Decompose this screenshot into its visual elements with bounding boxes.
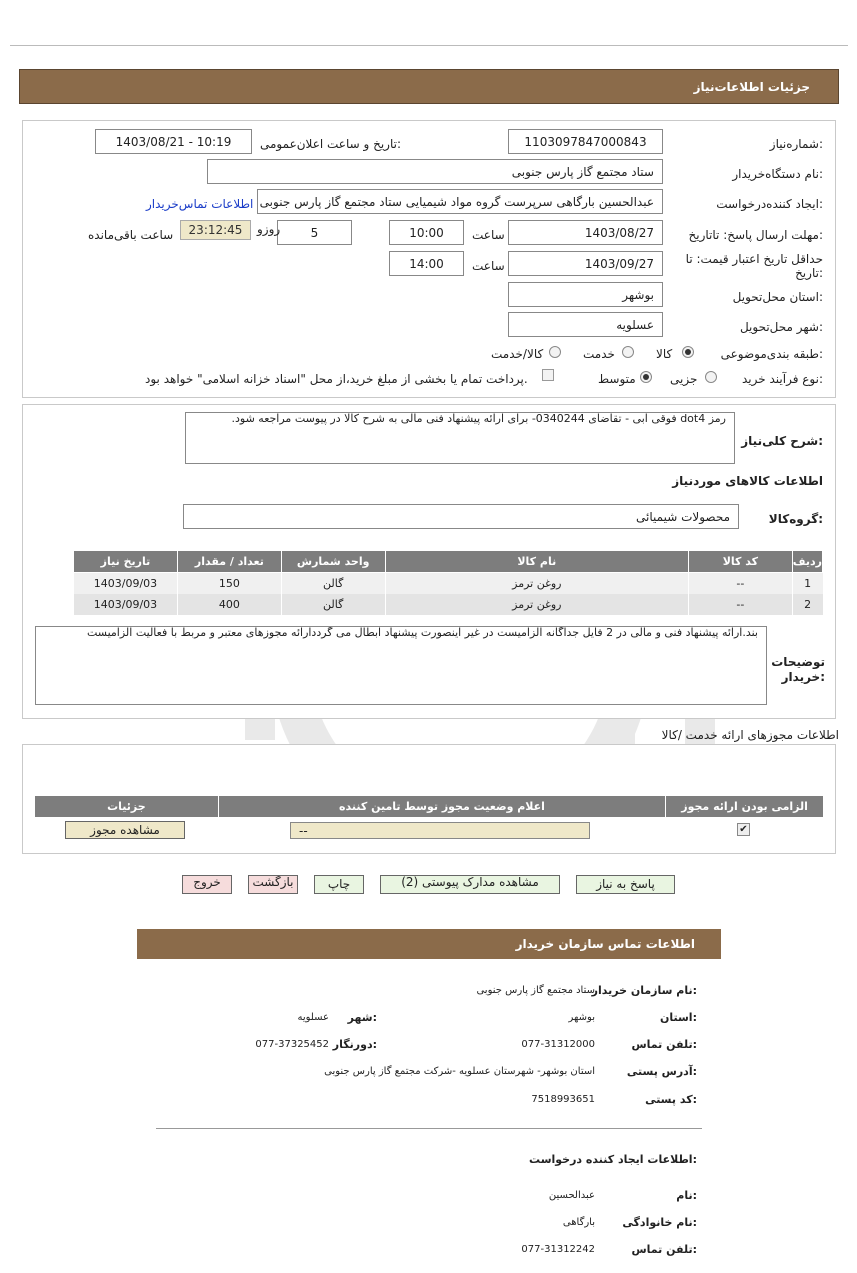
description-text: رمز dot4 فوقی ابی - تقاضای 0340244- برای ارائه پیشنهاد فنی مالی به شرح کالا در پیوست مراجعه شود.	[231, 412, 726, 425]
buyer-notes-field	[35, 626, 767, 705]
remaining-timer: 23:12:45	[180, 220, 251, 240]
permit-required-checkbox: ✔	[737, 823, 750, 836]
category-service-label: خدمت	[583, 347, 615, 361]
creator-family-label: نام خانوادگی:	[622, 1216, 697, 1229]
deadline-date-field: 1403/08/27	[508, 220, 663, 245]
attachments-button[interactable]: مشاهده مدارک پیوستی (2)	[380, 875, 560, 894]
contact-phone-value: 077-31312000	[521, 1039, 595, 1050]
process-medium-label: متوسط	[598, 372, 636, 386]
buyer-contact-link[interactable]: اطلاعات تماس‌خریدار	[146, 197, 254, 211]
contact-org-value: ستاد مجتمع گاز پارس جنوبی	[476, 985, 595, 996]
goods-section-title: اطلاعات کالاهای موردنیاز	[672, 474, 823, 488]
contact-header-bar	[137, 929, 721, 959]
view-permit-button[interactable]: مشاهده مجوز	[65, 821, 185, 839]
requester-label: ایجاد کننده‌درخواست:	[716, 197, 823, 211]
price-validity-time-field: 14:00	[389, 251, 464, 276]
col-permit-status: اعلام وضعیت مجوز توسط تامین کننده	[218, 796, 665, 818]
page-header-bar	[19, 69, 839, 104]
need-number-label: شماره‌نیاز:	[769, 137, 823, 151]
category-label: طبقه بندی‌موضوعی:	[720, 347, 823, 361]
price-validity-date-field: 1403/09/27	[508, 251, 663, 276]
category-goods-label: کالا	[656, 347, 673, 361]
creator-phone-value: 077-31312242	[521, 1244, 595, 1255]
announce-field: 1403/08/21 - 10:19	[95, 129, 252, 154]
deadline-label: مهلت ارسال پاسخ: تاتاریخ:	[688, 228, 823, 242]
col-name: نام کالا	[385, 551, 688, 573]
table-row	[74, 573, 823, 594]
goods-group-field: محصولات شیمیائی	[183, 504, 739, 529]
process-minor-label: جزیی	[670, 372, 698, 386]
treasury-payment-checkbox[interactable]	[542, 369, 554, 381]
process-minor-radio[interactable]	[705, 371, 717, 383]
need-number-field: 1103097847000843	[508, 129, 663, 154]
contact-postal-value: 7518993651	[531, 1094, 595, 1105]
cell-qty: 150	[177, 573, 281, 594]
cell-unit: گالن	[281, 573, 385, 594]
price-validity-label-2: تاریخ:	[795, 266, 823, 280]
deadline-time-field: 10:00	[389, 220, 464, 245]
cell-date: 1403/09/03	[74, 594, 178, 615]
buyer-notes-label-2: خریدار:	[781, 670, 825, 684]
days-field: 5	[277, 220, 352, 245]
city-label: شهر محل‌تحویل:	[739, 320, 823, 334]
page-title: جزئیات اطلاعات‌نیاز	[693, 80, 810, 94]
treasury-payment-note: پرداخت تمام یا بخشی از مبلغ خرید،از محل "اسناد خزانه اسلامی" خواهد بود.	[145, 372, 528, 386]
contact-title: اطلاعات تماس سازمان خریدار	[515, 937, 695, 951]
province-field: بوشهر	[508, 282, 663, 307]
cell-unit: گالن	[281, 594, 385, 615]
contact-city-value: عسلویه	[297, 1012, 329, 1023]
table-row	[74, 594, 823, 615]
remaining-label: ساعت باقی‌مانده	[88, 228, 174, 242]
permits-table-header	[35, 796, 824, 818]
price-validity-time-label: ساعت	[472, 259, 505, 273]
price-validity-label: حداقل تاریخ اعتبار قیمت: تا	[685, 252, 823, 266]
description-field	[185, 412, 735, 464]
contact-fax-value: 077-37325452	[255, 1039, 329, 1050]
contact-city-label: شهر:	[347, 1011, 377, 1024]
cell-name: روغن ترمز	[385, 573, 688, 594]
goods-table	[73, 550, 823, 615]
buyer-notes-text: بند.ارائه پیشنهاد فنی و مالی در 2 فایل جداگانه الزامیست در غیر اینصورت پیشنهاد ابطال می گرددارائه مجوزهای معتبر و مربط با فعالیت الزامیست	[86, 626, 758, 639]
cell-row: 2	[792, 594, 822, 615]
contact-divider	[156, 1128, 702, 1129]
contact-org-label: نام سازمان خریدار:	[591, 984, 697, 997]
permits-title: اطلاعات مجوزهای ارائه خدمت /کالا	[661, 728, 839, 742]
creator-family-value: بارگاهی	[562, 1217, 595, 1228]
contact-postal-label: کد پستی:	[645, 1093, 697, 1106]
permits-table	[34, 795, 824, 818]
category-goods-radio[interactable]	[682, 346, 694, 358]
col-unit: واحد شمارش	[281, 551, 385, 573]
announce-label: تاریخ و ساعت اعلان‌عمومی:	[260, 137, 402, 151]
buyer-org-field: ستاد مجتمع گاز پارس جنوبی	[207, 159, 663, 184]
process-medium-radio[interactable]	[640, 371, 652, 383]
cell-date: 1403/09/03	[74, 573, 178, 594]
creator-info-title: اطلاعات ایجاد کننده درخواست:	[529, 1153, 697, 1166]
print-button[interactable]: چاپ	[314, 875, 364, 894]
goods-group-label: گروه‌کالا:	[768, 512, 823, 526]
category-both-label: کالا/خدمت	[491, 347, 544, 361]
col-permit-required: الزامی بودن ارائه مجوز	[666, 796, 824, 818]
cell-name: روغن ترمز	[385, 594, 688, 615]
back-button[interactable]: بازگشت	[248, 875, 298, 894]
creator-phone-label: تلفن تماس:	[631, 1243, 697, 1256]
contact-province-label: استان:	[659, 1011, 697, 1024]
category-service-radio[interactable]	[622, 346, 634, 358]
province-label: استان محل‌تحویل:	[732, 290, 823, 304]
col-row: ردیف	[792, 551, 822, 573]
top-divider	[10, 45, 848, 46]
process-label: نوع فرآیند خرید:	[741, 372, 823, 386]
col-permit-details: جزئیات	[35, 796, 219, 818]
category-both-radio[interactable]	[549, 346, 561, 358]
contact-fax-label: دورنگار:	[332, 1038, 377, 1051]
days-label: روزو	[257, 222, 281, 236]
creator-name-value: عبدالحسین	[548, 1190, 595, 1201]
contact-address-label: آدرس پستی:	[626, 1065, 697, 1078]
permit-status-field: --	[290, 822, 590, 839]
city-field: عسلویه	[508, 312, 663, 337]
buyer-org-label: نام دستگاه‌خریدار:	[732, 167, 823, 181]
cell-code: --	[688, 573, 792, 594]
contact-province-value: بوشهر	[568, 1012, 595, 1023]
requester-field: عبدالحسین بارگاهی سرپرست گروه مواد شیمیایی ستاد مجتمع گاز پارس جنوبی	[257, 189, 663, 214]
cell-row: 1	[792, 573, 822, 594]
col-date: تاریخ نیاز	[74, 551, 178, 573]
contact-phone-label: تلفن تماس:	[631, 1038, 697, 1051]
deadline-time-label: ساعت	[472, 228, 505, 242]
description-label: شرح کلی‌نیاز:	[741, 434, 823, 448]
reply-button[interactable]: پاسخ به نیاز	[576, 875, 675, 894]
cell-qty: 400	[177, 594, 281, 615]
col-code: کد کالا	[688, 551, 792, 573]
exit-button[interactable]: خروج	[182, 875, 232, 894]
creator-name-label: نام:	[676, 1189, 697, 1202]
cell-code: --	[688, 594, 792, 615]
contact-address-value: استان بوشهر- شهرستان عسلویه -شرکت مجتمع گاز پارس جنوبی	[324, 1066, 595, 1077]
goods-table-header	[74, 551, 823, 573]
buyer-notes-label: توضیحات	[771, 655, 825, 669]
col-qty: تعداد / مقدار	[177, 551, 281, 573]
